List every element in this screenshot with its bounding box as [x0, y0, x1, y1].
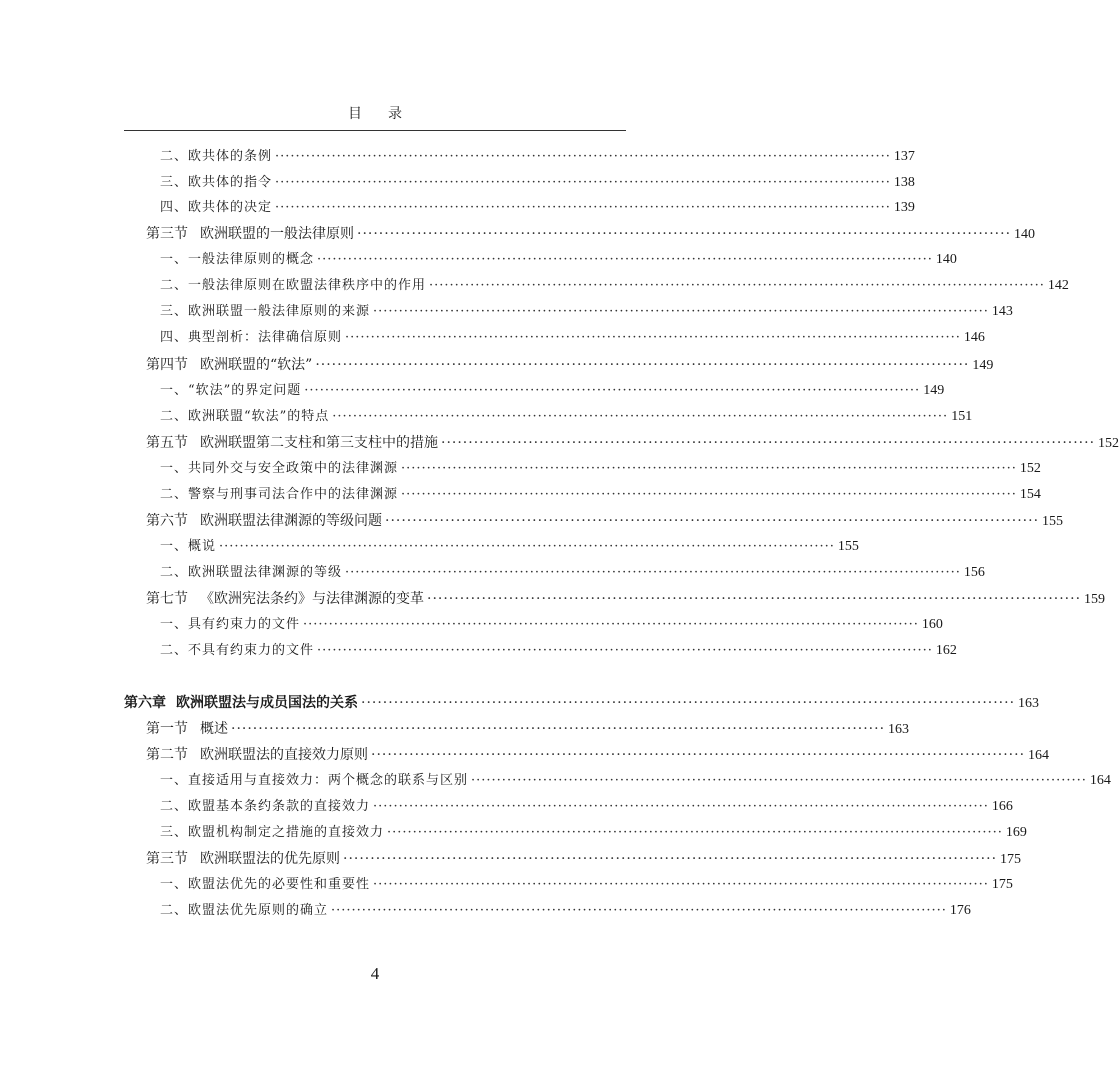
toc-entry-title: 三、欧盟机构制定之措施的直接效力 [160, 825, 385, 840]
toc-entry-section [146, 716, 910, 742]
toc-entry-label [160, 144, 272, 170]
toc-entry-label [160, 325, 342, 351]
toc-entry-title: 二、欧洲联盟法律渊源的等级 [160, 565, 343, 580]
toc-entry-title: 一、概说 [160, 539, 217, 554]
dot-leader: ························································································································ [345, 330, 961, 345]
toc-entry-page: 142 [1047, 278, 1069, 293]
dot-leader: ························································································································ [373, 877, 989, 892]
toc-entry-page: 151 [951, 409, 973, 424]
toc-entry-label [160, 299, 370, 325]
toc-entry-page: 175 [991, 877, 1013, 892]
toc-entry-title: 欧洲联盟的“软法” [200, 357, 313, 373]
toc-entry-item [160, 273, 1069, 299]
toc-entry-page: 164 [1089, 773, 1111, 788]
toc-entry-page: 159 [1084, 592, 1106, 607]
toc-entry-title: 二、欧洲联盟“软法”的特点 [160, 409, 330, 424]
toc-entry-label [146, 742, 368, 768]
toc-entry-title: 一、共同外交与安全政策中的法律渊源 [160, 461, 399, 476]
toc-entry-title: 四、欧共体的决定 [160, 200, 273, 215]
dot-leader: ························································································································ [343, 851, 998, 867]
toc-entry-number: 第六节 [146, 513, 188, 529]
dot-leader: ························································································································ [304, 383, 921, 398]
toc-entry-title: 欧洲联盟法与成员国法的关系 [176, 695, 358, 711]
dot-leader: ························································································································ [401, 461, 1017, 476]
toc-entry-label [146, 430, 438, 456]
toc-entry-page: 175 [1000, 852, 1022, 867]
toc-entry-page: 140 [1014, 227, 1036, 242]
toc-entry-label [160, 560, 342, 586]
toc-entry-chapter [124, 690, 1040, 716]
toc-entry-label [146, 716, 228, 742]
toc-entry-title: 二、不具有约束力的文件 [160, 643, 315, 658]
toc-entry-page: 143 [991, 304, 1013, 319]
toc-entry-label [160, 612, 300, 638]
toc-entry-page: 162 [935, 643, 957, 658]
toc-entry-number: 第四节 [146, 357, 188, 373]
dot-leader: ························································································································ [373, 799, 989, 814]
toc-entry-number: 第七节 [146, 591, 188, 607]
dot-leader: ························································································································ [275, 149, 891, 164]
toc-entry-page: 139 [893, 200, 915, 215]
toc-entry-item [160, 898, 971, 924]
toc-entry-page: 155 [1042, 514, 1064, 529]
toc-entry-item [160, 560, 985, 586]
dot-leader: ························································································································ [303, 617, 919, 632]
toc-entry-label [146, 352, 312, 378]
toc-entry-title: 欧洲联盟第二支柱和第三支柱中的措施 [200, 435, 438, 451]
toc-entry-number: 第一节 [146, 721, 188, 737]
toc-entry-title: 三、欧洲联盟一般法律原则的来源 [160, 304, 371, 319]
toc-entry-label [146, 508, 382, 534]
toc-entry-page: 155 [837, 539, 859, 554]
toc-entry-label [160, 378, 301, 404]
dot-leader: ························································································································ [429, 278, 1045, 293]
dot-leader: ························································································································ [331, 903, 947, 918]
toc-entry-title: 一、“软法”的界定问题 [160, 383, 302, 398]
toc-entry-title: 二、欧盟基本条约条款的直接效力 [160, 799, 371, 814]
toc-entry-page: 166 [991, 799, 1013, 814]
toc-entry-title: 四、典型剖析：法律确信原则 [160, 330, 343, 345]
toc-entry-label [160, 170, 272, 196]
dot-leader: ························································································································ [231, 721, 886, 737]
toc-entry-title: 欧洲联盟法的直接效力原则 [200, 747, 368, 763]
toc-entry-title: 一、一般法律原则的概念 [160, 252, 315, 267]
toc-entry-item [160, 872, 1013, 898]
toc-entry-label [160, 768, 468, 794]
toc-entry-label [146, 221, 354, 247]
toc-entry-page: 156 [963, 565, 985, 580]
toc-entry-label [160, 404, 329, 430]
dot-leader: ························································································································ [441, 435, 1096, 451]
toc-entry-title: 《欧洲宪法条约》与法律渊源的变革 [200, 591, 424, 607]
toc-entry-label [160, 872, 370, 898]
toc-entry-page: 169 [1005, 825, 1027, 840]
toc-entry-item [160, 170, 915, 196]
toc-entry-page: 137 [893, 149, 915, 164]
toc-entry-section [146, 586, 1106, 612]
toc-entry-item [160, 794, 1013, 820]
toc-entry-label [160, 456, 398, 482]
toc-entry-page: 163 [888, 722, 910, 737]
toc-entry-section [146, 846, 1022, 872]
dot-leader: ························································································································ [275, 175, 891, 190]
toc-entry-title: 一、直接适用与直接效力：两个概念的联系与区别 [160, 773, 469, 788]
toc-entry-item [160, 325, 985, 351]
toc-entry-number: 第六章 [124, 695, 166, 711]
toc-entry-label [160, 820, 384, 846]
toc-entry-section [146, 508, 1064, 534]
toc-entry-page: 164 [1028, 748, 1050, 763]
dot-leader: ························································································································ [427, 591, 1082, 607]
toc-entry-page: 140 [935, 252, 957, 267]
toc-entry-label [160, 794, 370, 820]
dot-leader: ························································································································ [361, 695, 1016, 711]
toc-entry-title: 三、欧共体的指令 [160, 175, 273, 190]
dot-leader: ························································································································ [471, 773, 1087, 788]
toc-entry-number: 第三节 [146, 226, 188, 242]
toc-entry-page: 138 [893, 175, 915, 190]
toc-entry-number: 第二节 [146, 747, 188, 763]
toc-entry-section [146, 221, 1036, 247]
toc-entry-page: 160 [921, 617, 943, 632]
toc-entry-title: 二、一般法律原则在欧盟法律秩序中的作用 [160, 278, 427, 293]
dot-leader: ························································································································ [275, 200, 891, 215]
header-rule [124, 130, 626, 131]
dot-leader: ························································································································ [401, 487, 1017, 502]
toc-entry-item [160, 820, 1027, 846]
running-header-title: 目录 [348, 106, 428, 122]
dot-leader: ························································································································ [345, 565, 961, 580]
toc-entry-number: 第五节 [146, 435, 188, 451]
toc-entry-label [160, 195, 272, 221]
toc-entry-item [160, 195, 915, 221]
toc-entry-item [160, 378, 945, 404]
toc-entry-title: 一、欧盟法优先的必要性和重要性 [160, 877, 371, 892]
dot-leader: ························································································································ [317, 643, 933, 658]
toc-entry-page: 152 [1098, 436, 1119, 451]
toc-entry-label [160, 273, 426, 299]
toc-entry-page: 163 [1018, 696, 1040, 711]
toc-entry-item [160, 612, 943, 638]
toc-entry-item [160, 404, 973, 430]
toc-entry-label [160, 534, 216, 560]
dot-leader: ························································································································ [332, 409, 949, 424]
toc-entry-label [146, 586, 424, 612]
toc-entry-item [160, 534, 859, 560]
toc-entry-section [146, 742, 1050, 768]
page-number: 4 [370, 964, 380, 983]
toc-entry-page: 176 [949, 903, 971, 918]
toc-entry-label [160, 898, 328, 924]
toc-entry-label [160, 247, 314, 273]
toc-entry-item [160, 482, 1041, 508]
toc-entry-title: 二、欧共体的条例 [160, 149, 273, 164]
dot-leader: ························································································································ [371, 747, 1026, 763]
toc-entry-title: 概述 [200, 721, 228, 737]
dot-leader: ························································································································ [315, 357, 970, 373]
toc-entry-title: 欧洲联盟法的优先原则 [200, 851, 340, 867]
toc-entry-label [124, 690, 358, 716]
dot-leader: ························································································································ [219, 539, 835, 554]
toc-entry-item [160, 638, 957, 664]
toc-entry-label [160, 638, 314, 664]
dot-leader: ························································································································ [373, 304, 989, 319]
toc-entry-label [146, 846, 340, 872]
toc-entry-item [160, 768, 1111, 794]
toc-entry-section [146, 430, 1119, 456]
toc-entry-title: 一、具有约束力的文件 [160, 617, 301, 632]
toc-entry-page: 146 [963, 330, 985, 345]
dot-leader: ························································································································ [385, 513, 1040, 529]
toc-entry-title: 欧洲联盟法律渊源的等级问题 [200, 513, 382, 529]
dot-leader: ························································································································ [387, 825, 1003, 840]
toc-entry-title: 二、警察与刑事司法合作中的法律渊源 [160, 487, 399, 502]
toc-entry-item [160, 144, 915, 170]
toc-entry-item [160, 299, 1013, 325]
toc-entry-title: 二、欧盟法优先原则的确立 [160, 903, 329, 918]
toc-entry-page: 149 [972, 358, 994, 373]
toc-entry-number: 第三节 [146, 851, 188, 867]
dot-leader: ························································································································ [357, 226, 1012, 242]
toc-entry-page: 152 [1019, 461, 1041, 476]
toc-entry-section [146, 352, 994, 378]
toc-entry-label [160, 482, 398, 508]
toc-entry-title: 欧洲联盟的一般法律原则 [200, 226, 354, 242]
toc-entry-page: 149 [923, 383, 945, 398]
toc-entry-item [160, 247, 957, 273]
toc-entry-page: 154 [1019, 487, 1041, 502]
toc-entry-item [160, 456, 1041, 482]
dot-leader: ························································································································ [317, 252, 933, 267]
